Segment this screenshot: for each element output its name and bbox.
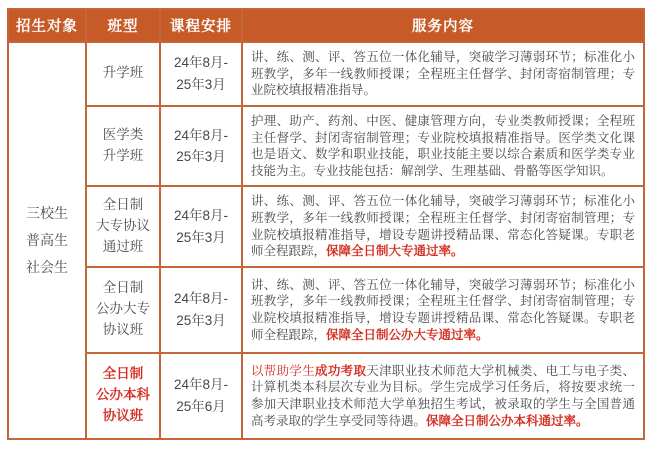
header-schedule: 课程安排 xyxy=(160,9,242,42)
table-header xyxy=(8,9,644,42)
services-text-segment: 保障全日制大专通过率。 xyxy=(326,244,464,259)
cell-line: 普高生 xyxy=(26,231,68,248)
services-text-segment: 以帮助学生 xyxy=(251,363,316,378)
services-cell xyxy=(242,106,644,187)
header-audience: 招生对象 xyxy=(8,9,86,42)
services-cell xyxy=(242,186,644,267)
services-cell xyxy=(242,353,644,439)
schedule-cell xyxy=(160,106,242,187)
services-text-segment: 讲、练、测、评、答五位一体化辅导，突破学习薄弱环节；标准化小班教学，多年一线教师授课；全程班主任督学、封闭寄宿制管理；专业院校填报精准指导。 xyxy=(251,50,635,98)
services-text-segment: 成功考取 xyxy=(315,363,367,378)
services-text-segment: 讲、练、测、评、答五位一体化辅导，突破学习薄弱环节；标准化小班教学，多年一线教师授课；全程班主任督学、封闭寄宿制管理；专业院校填报精准指导，增设专题讲授精品课、常态化答疑课。专职老师全程跟踪， xyxy=(251,277,635,342)
cell-line: 协议班 xyxy=(102,322,144,338)
cell-line: 24年8月- xyxy=(173,55,229,71)
cell-line: 24年8月- xyxy=(173,377,229,393)
schedule-cell xyxy=(160,42,242,106)
table-row xyxy=(8,186,644,267)
cell-line: 25年3月 xyxy=(176,229,226,245)
cell-line: 24年8月- xyxy=(173,127,229,143)
schedule-cell xyxy=(160,186,242,267)
cell-line: 三校生 xyxy=(26,204,68,221)
table-row xyxy=(8,42,644,106)
schedule-cell xyxy=(160,353,242,439)
services-text-segment: 保障全日制公办本科通过率。 xyxy=(426,413,589,428)
class-type-cell xyxy=(86,267,160,353)
audience-cell xyxy=(8,42,86,439)
cell-line: 升学班 xyxy=(102,148,144,164)
cell-line: 24年8月- xyxy=(173,208,229,224)
header-class-type: 班型 xyxy=(86,9,160,42)
schedule-cell xyxy=(160,267,242,353)
cell-line: 25年3月 xyxy=(176,312,226,328)
services-text-segment: 讲、练、测、评、答五位一体化辅导，突破学习薄弱环节；标准化小班教学，多年一线教师授课；全程班主任督学、封闭寄宿制管理；专业院校填报精准指导，增设专题讲授精品课、常态化答疑课。专职老师全程跟踪， xyxy=(251,194,635,259)
table-row xyxy=(8,267,644,353)
enrollment-program-table xyxy=(7,8,645,440)
class-type-cell xyxy=(86,353,160,439)
cell-line: 25年3月 xyxy=(176,76,226,92)
cell-line: 大专协议 xyxy=(96,218,150,234)
cell-line: 公办大专 xyxy=(96,301,150,317)
services-cell xyxy=(242,267,644,353)
cell-line: 公办本科 xyxy=(96,387,150,403)
class-type-cell xyxy=(86,106,160,187)
cell-line: 25年3月 xyxy=(176,149,226,165)
header-services: 服务内容 xyxy=(242,9,644,42)
services-cell xyxy=(242,42,644,106)
cell-line: 25年6月 xyxy=(176,398,226,414)
services-text-segment: 天津职业技术师范大学机械类、电工与电子类、计算机类本科层次专业为目标。学生完成学习任务后，将按要求统一参加天津职业技术师范大学单独招生考试，被录取的学生与全国普通高考录取的学生享受同等待遇。 xyxy=(251,363,635,428)
class-type-cell xyxy=(86,42,160,106)
cell-line: 24年8月- xyxy=(173,291,229,307)
cell-line: 全日制 xyxy=(102,197,144,213)
cell-line: 通过班 xyxy=(102,239,144,255)
table-row xyxy=(8,353,644,439)
cell-line: 医学类 xyxy=(102,127,144,143)
table-row xyxy=(8,106,644,187)
class-type-cell xyxy=(86,186,160,267)
cell-line: 社会生 xyxy=(26,258,68,275)
cell-line: 全日制 xyxy=(102,366,144,382)
table-body xyxy=(8,42,644,439)
program-table xyxy=(7,8,645,440)
cell-line: 升学班 xyxy=(102,65,144,81)
header-row xyxy=(8,9,644,42)
cell-line: 全日制 xyxy=(102,280,144,296)
cell-line: 协议班 xyxy=(102,408,144,424)
services-text-segment: 护理、助产、药剂、中医、健康管理方向，专业类教师授课；全程班主任督学、封闭寄宿制管理；专业院校填报精准指导。医学类文化课也是语文、数学和职业技能，职业技能主要以综合素质和医学类专业技能为主。专业技能包括：解剖学、生理基础、骨骼等医学知识。 xyxy=(251,113,635,178)
services-text-segment: 保障全日制公办大专通过率。 xyxy=(326,327,489,342)
